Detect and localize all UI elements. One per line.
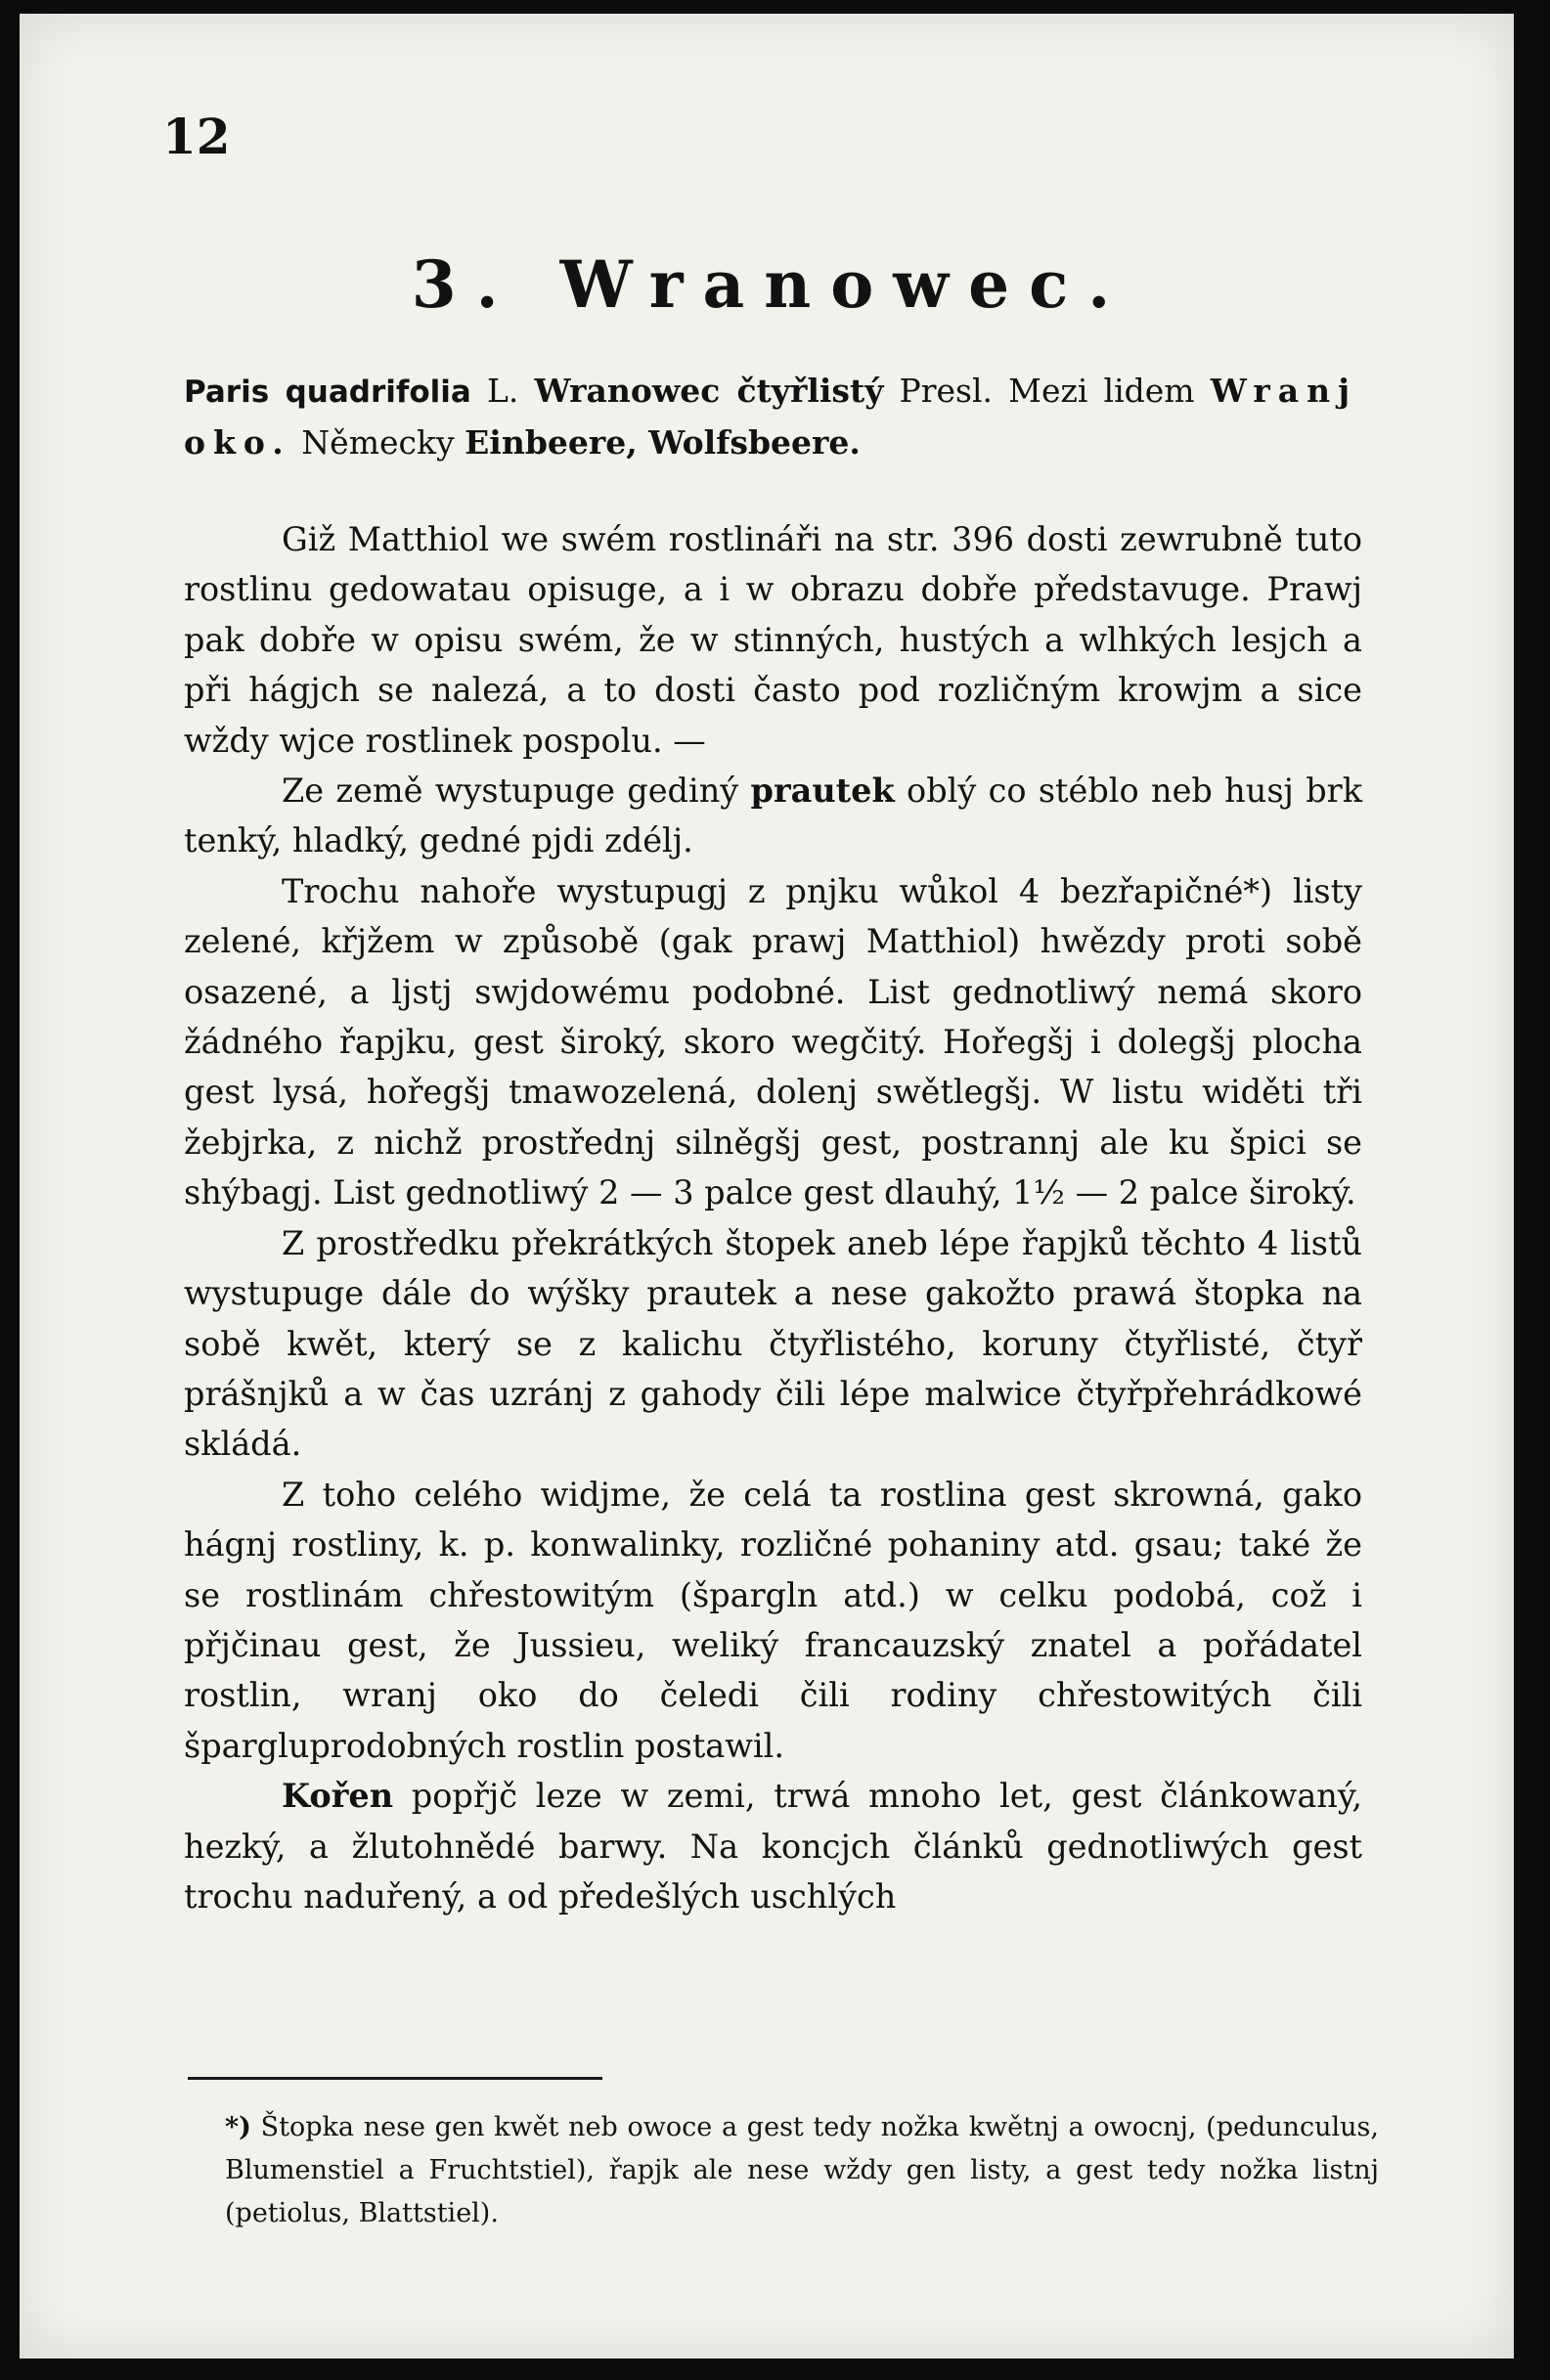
czech-author: Presl. [899, 372, 994, 410]
paragraph-6: Kořen popřjč leze w zemi, trwá mnoho let, gest článkowaný, hezký, a žlutohnědé barwy. Na koncjch článků gednotliwých gest trochu naduřený, a od předešlých uschlých [184, 1777, 1362, 1916]
footnote-text: Štopka nese gen kwět neb owoce a gest tedy nožka kwětnj a owocnj, (pedunculus, Blumenstiel a Fruchtstiel), řapjk ale nese wždy gen listy, a gest tedy nožka listnj (petiolus, Blattstiel). [225, 2112, 1379, 2228]
paragraph-2: Ze země wystupuge gediný prautek oblý co stéblo neb husj brk tenký, hladký, gedné pjdi zdélj. [184, 771, 1362, 860]
emphasis-word: prautek [750, 771, 895, 811]
folk-intro: Mezi lidem [1008, 372, 1195, 410]
paragraph-5: Z toho celého widjme, že celá ta rostlina gest skrowná, gako hágnj rostliny, k. p. konwalinky, rozličné pohaniny atd. gsau; také že se rostlinám chřestowitým (špargln atd.) w celku podobá, což i přjčinau gest, že Jussieu, weliký francauzský znatel a pořádatel rostlin, wranj oko do čeledi čili rodiny chřestowitých čili špargluprodobných rostlin postawil. [184, 1475, 1362, 1765]
footnote [225, 2106, 1379, 2235]
german-intro: Německy [301, 423, 455, 462]
body-text [184, 514, 1362, 1921]
latin-name: Paris quadrifolia [184, 375, 471, 410]
german-names: Einbeere, Wolfsbeere. [465, 423, 861, 462]
folk-name: Wranj oko. [184, 372, 1358, 462]
page-number: 12 [162, 108, 231, 165]
species-heading [184, 366, 1357, 468]
czech-name: Wranowec čtyřlistý [534, 372, 884, 410]
paragraph-1: Giž Matthiol we swém rostlináři na str. 396 dosti zewrubně tuto rostlinu gedowatau opisuge, a i w obrazu dobře představuge. Prawj pak dobře w opisu swém, že w stinných, hustých a wlhkých lesjch a při hágjch se nalezá, a to dosti často pod rozličným krowjm a sice wždy wjce rostlinek pospolu. — [184, 520, 1362, 760]
paragraph-3: Trochu nahoře wystupugj z pnjku wůkol 4 bezřapičné*) listy zelené, křjžem w způsobě (gak prawj Matthiol) hwězdy proti sobě osazené, a ljstj swjdowému podobné. List gednotliwý nemá skoro žádného řapjku, gest široký, skoro wegčitý. Hořegšj i dolegšj plocha gest lysá, hořegšj tmawozelená, dolenj swětlegšj. W listu widěti tři žebjrka, z nichž prostřednj silněgšj gest, postrannj ale ku špici se shýbagj. List gednotliwý 2 — 3 palce gest dlauhý, 1½ — 2 palce široký. [184, 871, 1362, 1212]
emphasis-word: Kořen [282, 1777, 394, 1816]
chapter-title: 3. Wranowec. [411, 246, 1130, 323]
footnote-rule [188, 2077, 602, 2080]
footnote-mark: *) [225, 2112, 251, 2142]
book-page [20, 14, 1514, 2358]
paragraph-4: Z prostředku překrátkých štopek aneb lépe řapjků těchto 4 listů wystupuge dále do wýšky prautek a nese gakožto prawá štopka na sobě kwět, který se z kalichu čtyřlistého, koruny čtyřlisté, čtyř prášnjků a w čas uzránj z gahody čili lépe malwice čtyřpřehrádkowé skládá. [184, 1223, 1362, 1464]
latin-author: L. [486, 372, 519, 410]
